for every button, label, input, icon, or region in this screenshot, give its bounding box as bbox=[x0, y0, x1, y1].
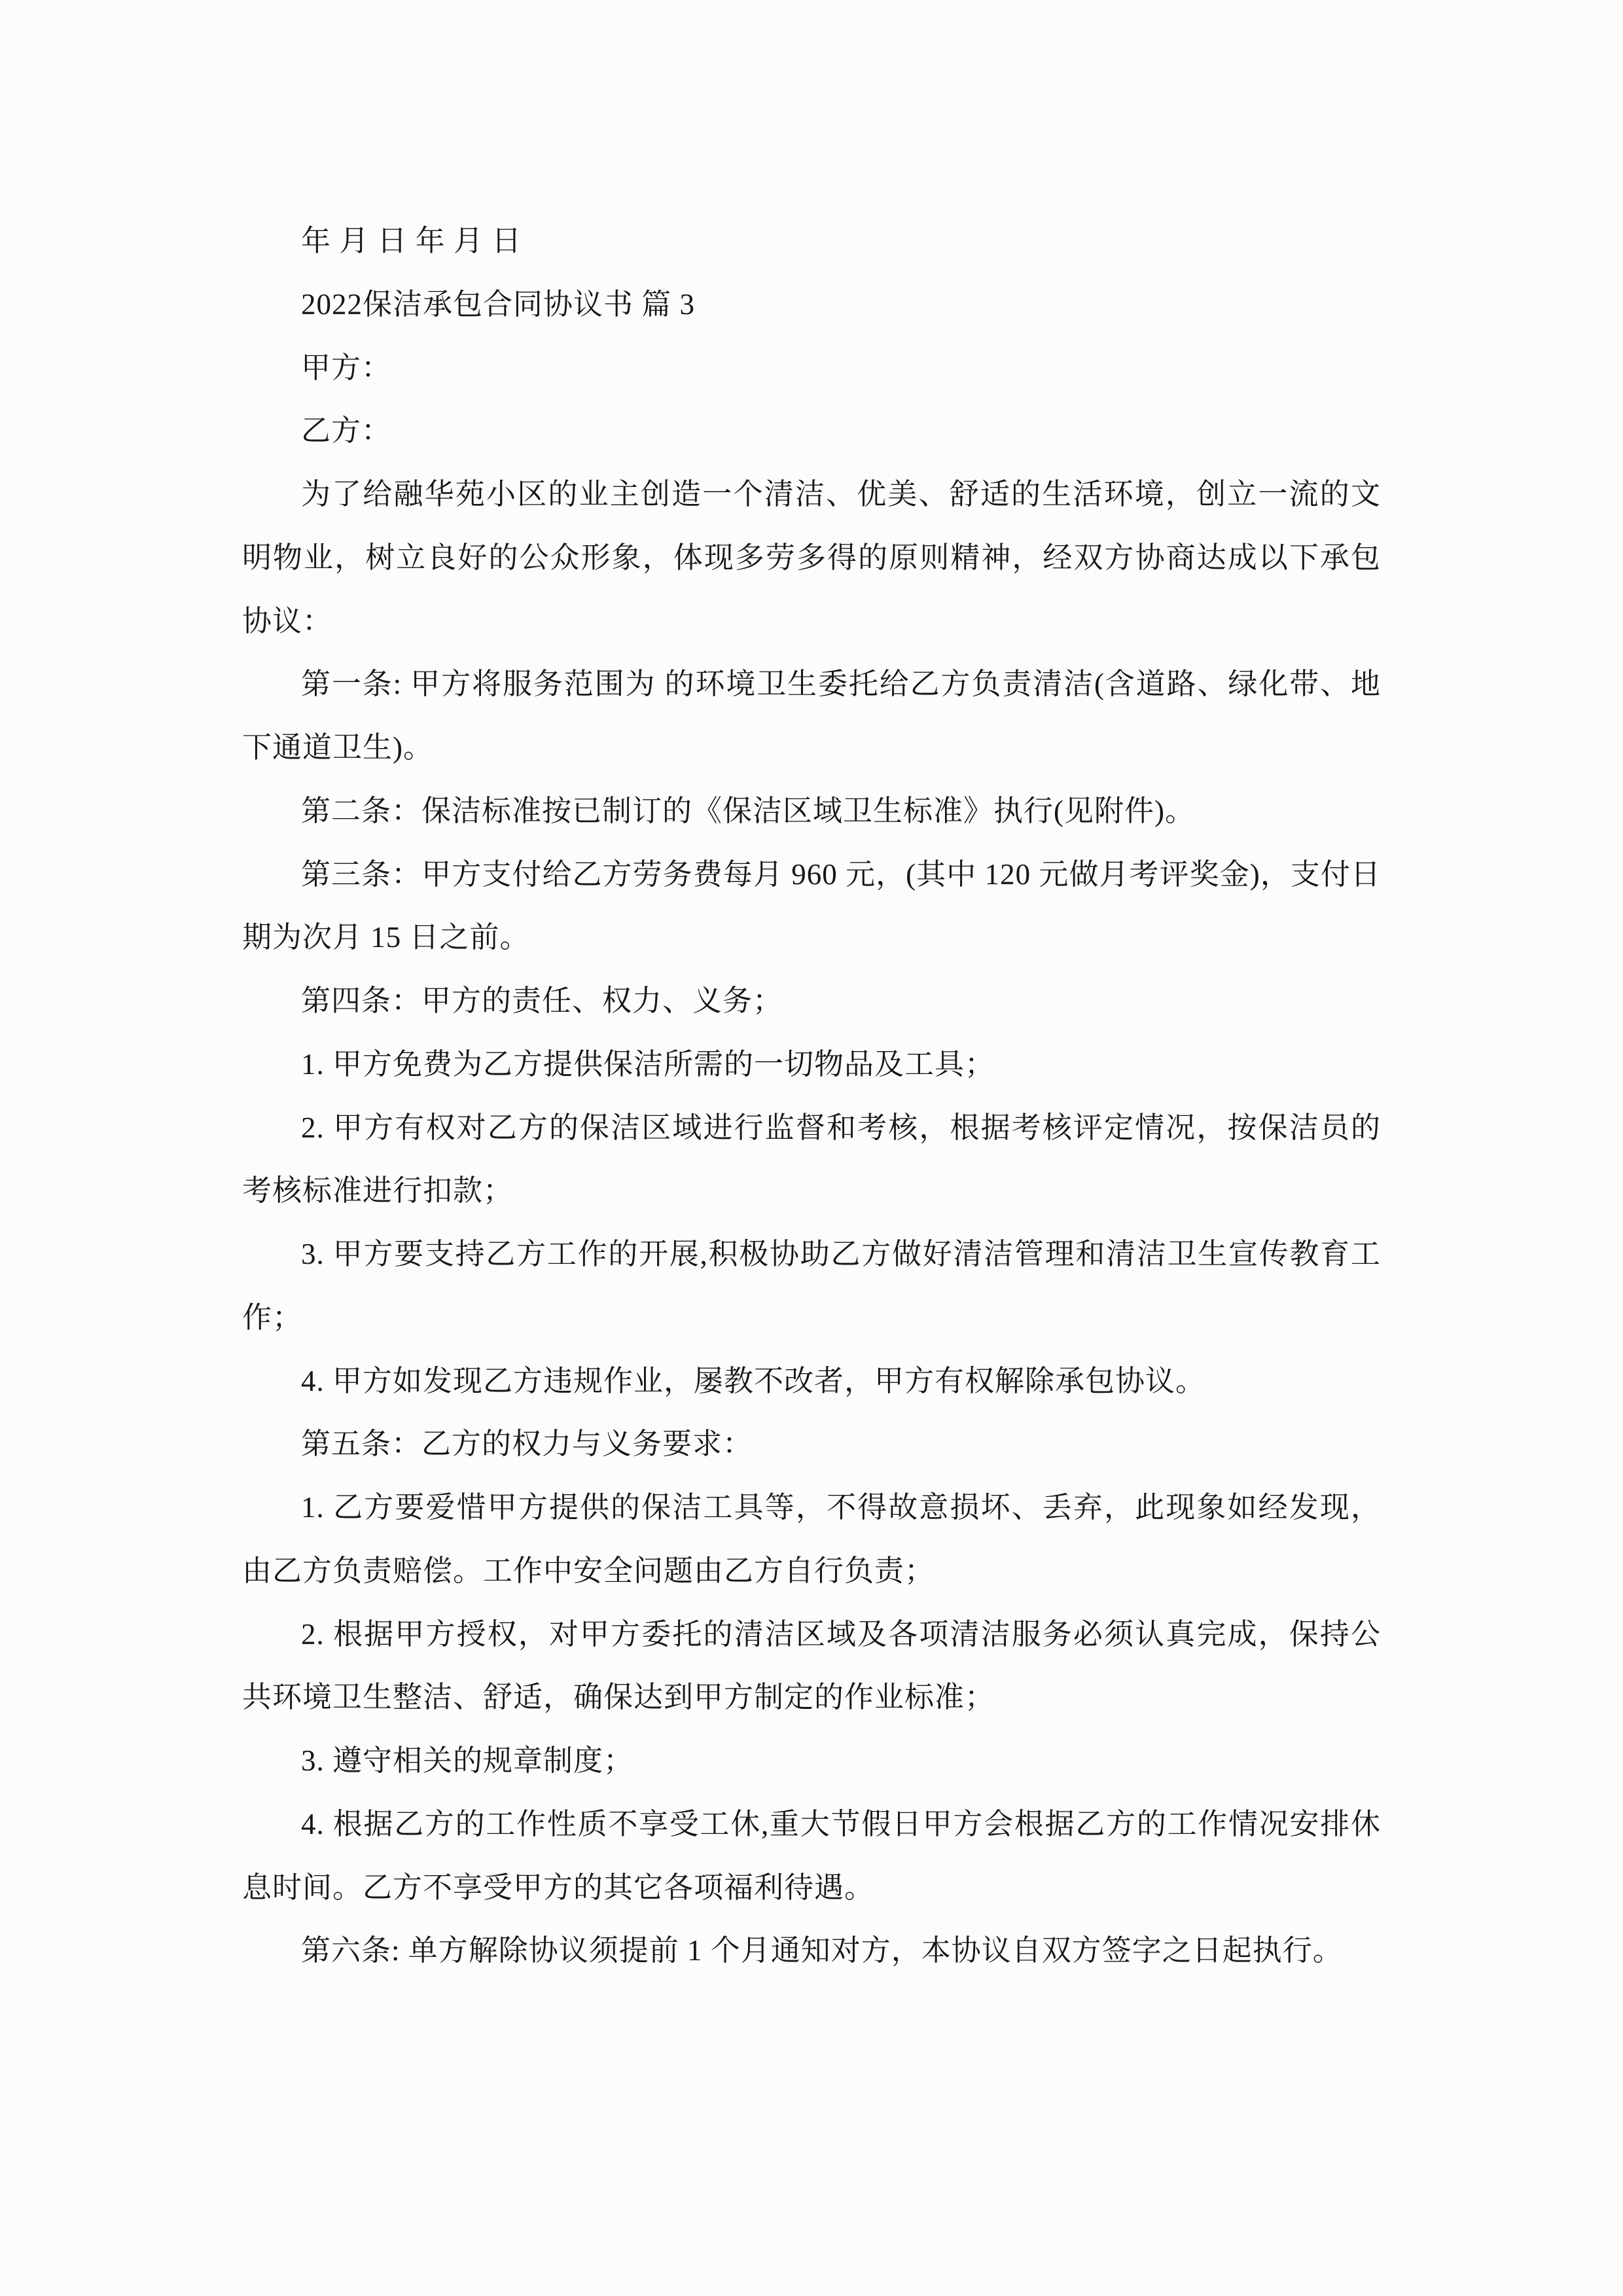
clause-3: 第三条：甲方支付给乙方劳务费每月 960 元，(其中 120 元做月考评奖金)，支付日期为次月 15 日之前。 bbox=[242, 857, 1381, 954]
clause-5-item-1: 1. 乙方要爱惜甲方提供的保洁工具等，不得故意损坏、丢弃，此现象如经发现，由乙方负责赔偿。工作中安全问题由乙方自行负责； bbox=[242, 1491, 1381, 1587]
document-body bbox=[242, 209, 1381, 1982]
clause-4-item-3: 3. 甲方要支持乙方工作的开展,积极协助乙方做好清洁管理和清洁卫生宣传教育工作； bbox=[242, 1238, 1381, 1334]
party-a-line: 甲方： bbox=[301, 351, 392, 384]
clause-4: 第四条：甲方的责任、权力、义务； bbox=[301, 984, 783, 1017]
date-line: 年 月 日 年 月 日 bbox=[301, 224, 522, 257]
clause-4-item-4: 4. 甲方如发现乙方违规作业，屡教不改者，甲方有权解除承包协议。 bbox=[301, 1364, 1206, 1397]
clause-5-item-4: 4. 根据乙方的工作性质不享受工休,重大节假日甲方会根据乙方的工作情况安排休息时间。乙方不享受甲方的其它各项福利待遇。 bbox=[242, 1807, 1381, 1904]
clause-5: 第五条：乙方的权力与义务要求： bbox=[301, 1427, 753, 1461]
party-b-line: 乙方： bbox=[301, 414, 392, 448]
clause-1: 第一条: 甲方将服务范围为 的环境卫生委托给乙方负责清洁(含道路、绿化带、地下通道卫生)。 bbox=[242, 668, 1381, 764]
clause-4-item-1: 1. 甲方免费为乙方提供保洁所需的一切物品及工具； bbox=[301, 1047, 995, 1081]
document-title: 2022保洁承包合同协议书 篇 3 bbox=[301, 287, 696, 321]
clause-5-item-3: 3. 遵守相关的规章制度； bbox=[301, 1744, 634, 1777]
clause-5-item-2: 2. 根据甲方授权，对甲方委托的清洁区域及各项清洁服务必须认真完成，保持公共环境卫生整洁、舒适，确保达到甲方制定的作业标准； bbox=[242, 1617, 1381, 1714]
clause-4-item-2: 2. 甲方有权对乙方的保洁区域进行监督和考核，根据考核评定情况，按保洁员的考核标准进行扣款； bbox=[242, 1111, 1381, 1208]
preamble-paragraph: 为了给融华苑小区的业主创造一个清洁、优美、舒适的生活环境，创立一流的文明物业，树立良好的公众形象，体现多劳多得的原则精神，经双方协商达成以下承包协议： bbox=[242, 478, 1381, 637]
clause-6: 第六条: 单方解除协议须提前 1 个月通知对方，本协议自双方签字之日起执行。 bbox=[301, 1934, 1343, 1967]
clause-2: 第二条：保洁标准按已制订的《保洁区域卫生标准》执行(见附件)。 bbox=[301, 794, 1195, 827]
